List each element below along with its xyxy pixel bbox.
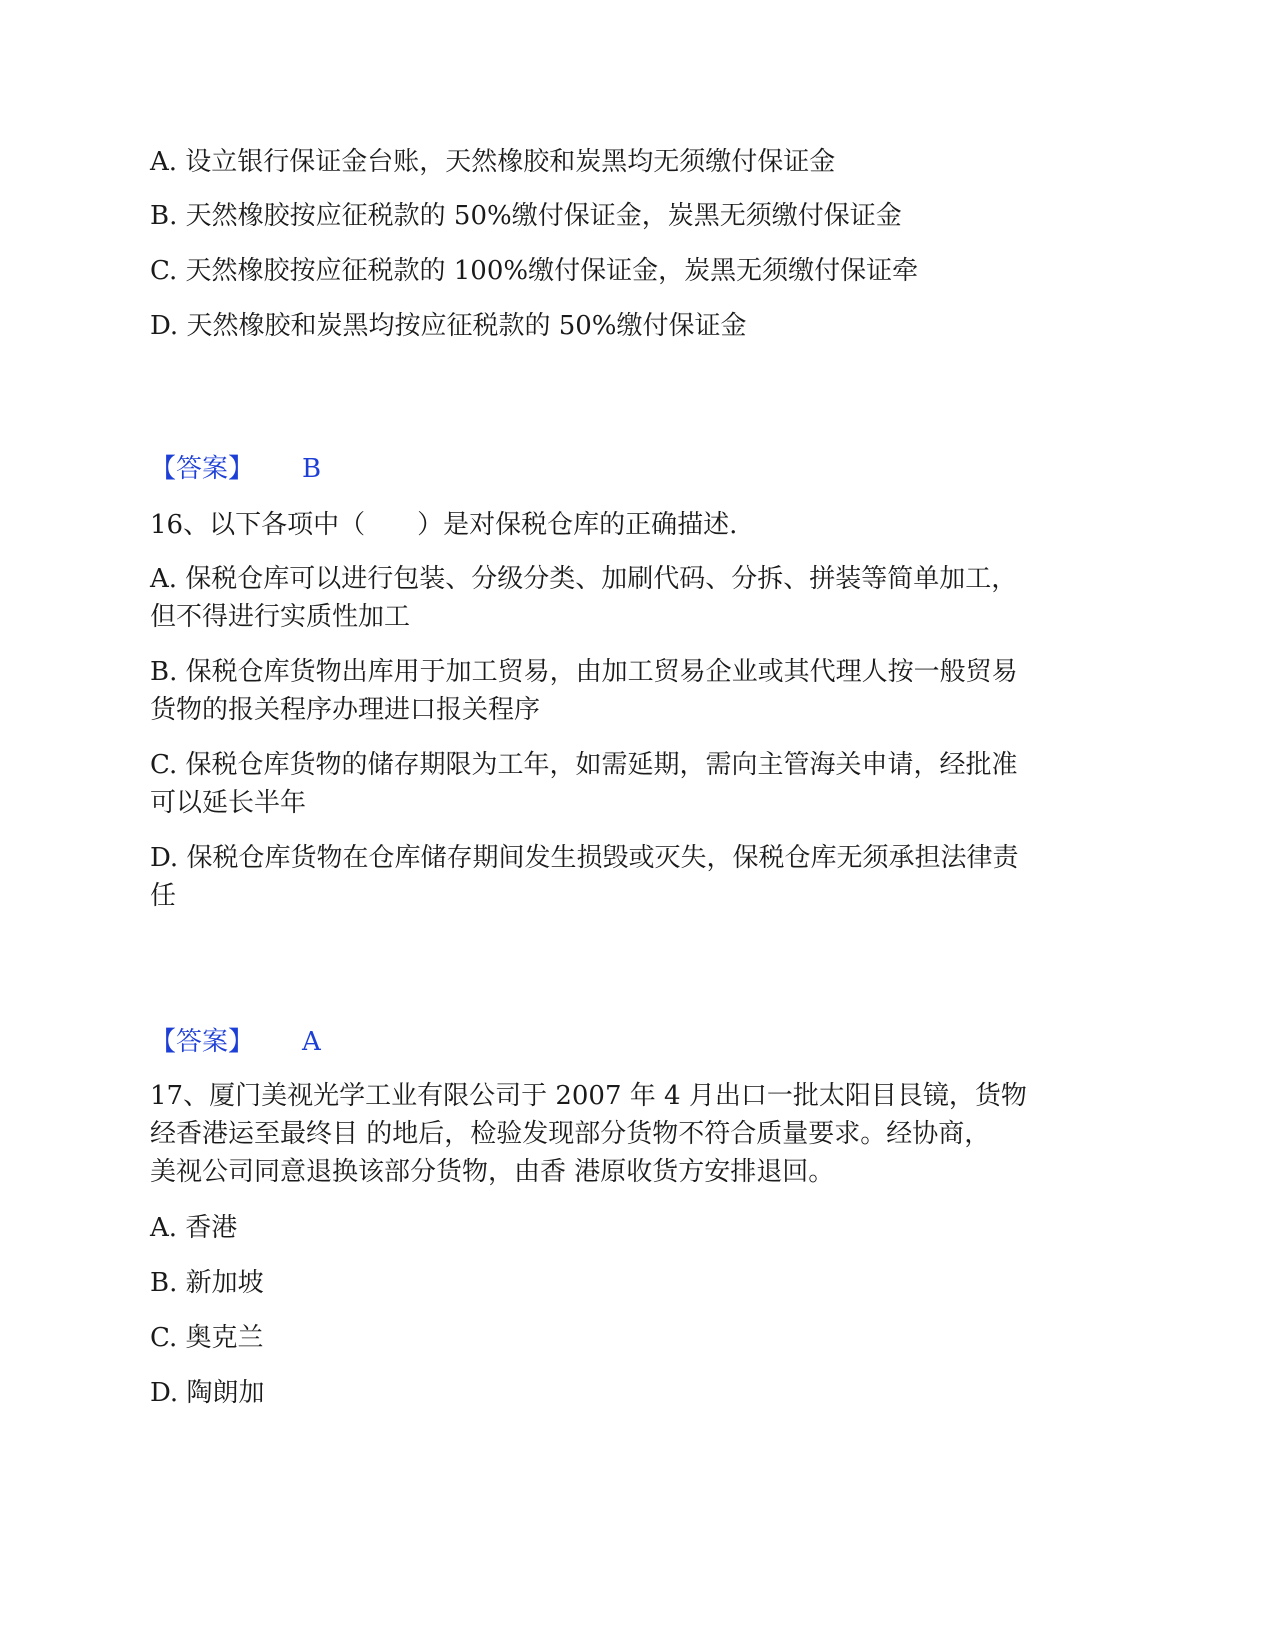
q16-option-b-line1: B. 保税仓库货物出库用于加工贸易，由加工贸易企业或其代理人按一般贸易	[150, 657, 1018, 687]
answer-value: B	[302, 454, 322, 484]
q15-option-b: B. 天然橡胶按应征税款的 50%缴付保证金，炭黑无须缴付保证金	[150, 201, 902, 231]
q16-option-b-line2: 货物的报关程序办理进口报关程序	[150, 695, 541, 725]
answer-value: A	[302, 1027, 321, 1057]
answer-label: 【答案】	[150, 454, 255, 484]
q16-option-c-line1: C. 保税仓库货物的储存期限为工年，如需延期，需向主管海关申请，经批准	[150, 750, 1018, 780]
answer-label: 【答案】	[150, 1027, 255, 1057]
q17-question-line2: 经香港运至最终目 的地后，检验发现部分货物不符合质量要求。经协商，	[150, 1119, 991, 1149]
q16-option-a-line2: 但不得进行实质性加工	[150, 602, 411, 632]
q15-option-d: D. 天然橡胶和炭黑均按应征税款的 50%缴付保证金	[150, 311, 747, 341]
q16-option-d-line2: 任	[150, 881, 177, 911]
q15-answer-row	[150, 449, 321, 489]
q17-option-b: B. 新加坡	[150, 1268, 264, 1298]
q17-option-d: D. 陶朗加	[150, 1378, 265, 1408]
q16-option-a-line1: A. 保税仓库可以进行包装、分级分类、加刷代码、分拆、拼装等简单加工，	[150, 564, 1018, 594]
q16-option-d-line1: D. 保税仓库货物在仓库储存期间发生损毁或灭失，保税仓库无须承担法律责	[150, 843, 1019, 873]
q15-option-c: C. 天然橡胶按应征税款的 100%缴付保证金，炭黑无须缴付保证牵	[150, 256, 919, 286]
q17-question-line1: 17、厦门美视光学工业有限公司于 2007 年 4 月出口一批太阳目艮镜，货物	[150, 1081, 1027, 1111]
q17-option-a: A. 香港	[150, 1213, 238, 1243]
q17-question-line3: 美视公司同意退换该部分货物，由香 港原收货方安排退回。	[150, 1157, 835, 1187]
q16-question: 16、以下各项中（ ）是对保税仓库的正确描述.	[150, 510, 738, 540]
q15-option-a: A. 设立银行保证金台账，天然橡胶和炭黑均无须缴付保证金	[150, 147, 836, 177]
q16-answer-row	[150, 1022, 321, 1062]
q16-option-c-line2: 可以延长半年	[150, 788, 307, 818]
q17-option-c: C. 奥克兰	[150, 1323, 264, 1353]
